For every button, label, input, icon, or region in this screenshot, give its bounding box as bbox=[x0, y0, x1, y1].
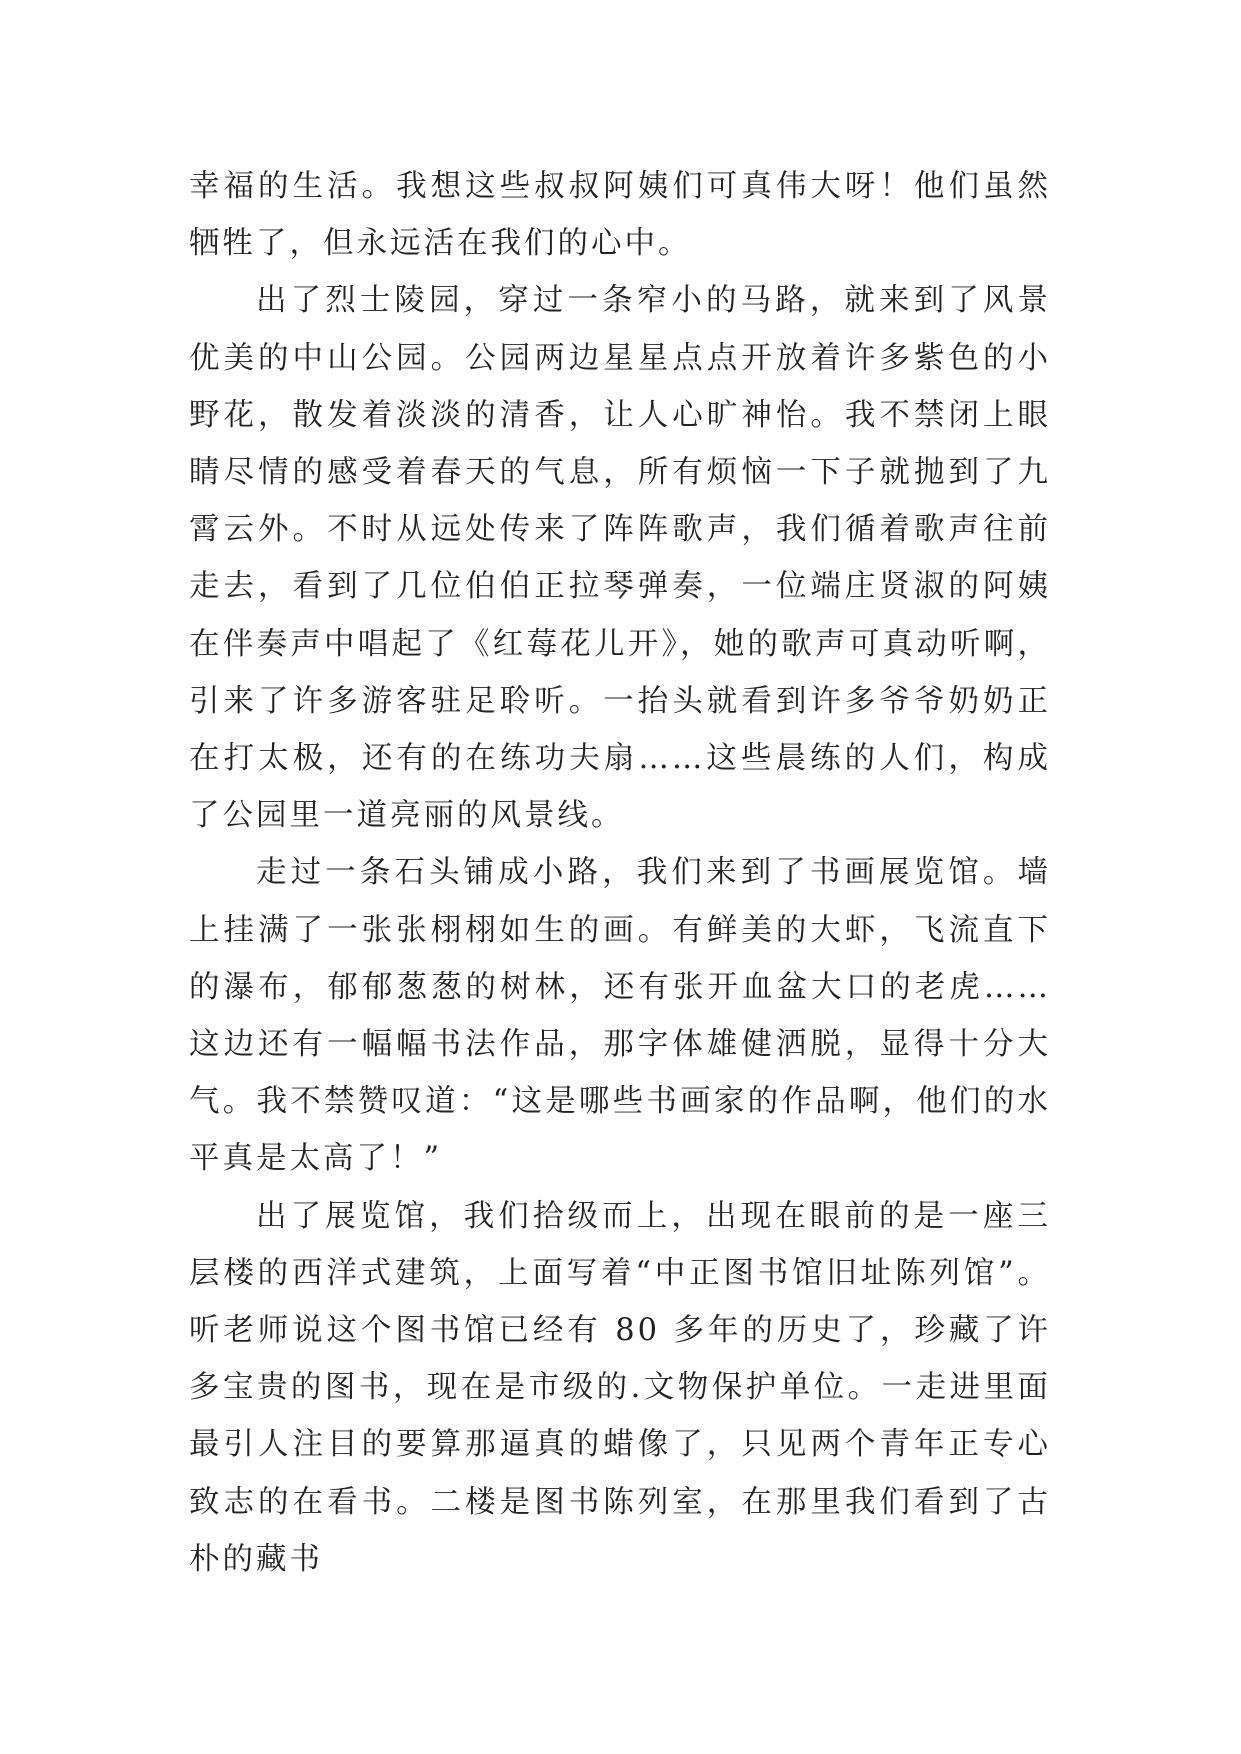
paragraph-1: 幸福的生活。我想这些叔叔阿姨们可真伟大呀！他们虽然牺牲了，但永远活在我们的心中。 bbox=[189, 169, 1051, 262]
paragraph-2: 出了烈士陵园，穿过一条窄小的马路，就来到了风景优美的中山公园。公园两边星星点点开放着许多紫色的小野花，散发着淡淡的清香，让人心旷神怡。我不禁闭上眼睛尽情的感受着春天的气息，所有烦恼一下子就抛到了九霄云外。不时从远处传来了阵阵歌声，我们循着歌声往前走去，看到了几位伯伯正拉琴弹奏，一位端庄贤淑的阿姨在伴奏声中唱起了《红莓花儿开》，她的歌声可真动听啊，引来了许多游客驻足聆听。一抬头就看到许多爷爷奶奶正在打太极，还有的在练功夫扇……这些晨练的人们，构成了公园里一道亮丽的风景线。 bbox=[189, 283, 1051, 834]
body-text bbox=[189, 158, 1051, 1588]
paragraph-3: 走过一条石头铺成小路，我们来到了书画展览馆。墙上挂满了一张张栩栩如生的画。有鲜美的大虾，飞流直下的瀑布，郁郁葱葱的树林，还有张开血盆大口的老虎……这边还有一幅幅书法作品，那字体雄健洒脱，显得十分大气。我不禁赞叹道：“这是哪些书画家的作品啊，他们的水平真是太高了！” bbox=[189, 855, 1051, 1177]
paragraph-4: 出了展览馆，我们拾级而上，出现在眼前的是一座三层楼的西洋式建筑，上面写着“中正图书馆旧址陈列馆”。听老师说这个图书馆已经有 80 多年的历史了，珍藏了许多宝贵的图书，现在是市级的.文物保护单位。一走进里面最引人注目的要算那逼真的蜡像了，只见两个青年正专心致志的在看书。二楼是图书陈列室，在那里我们看到了古朴的藏书 bbox=[189, 1198, 1051, 1577]
